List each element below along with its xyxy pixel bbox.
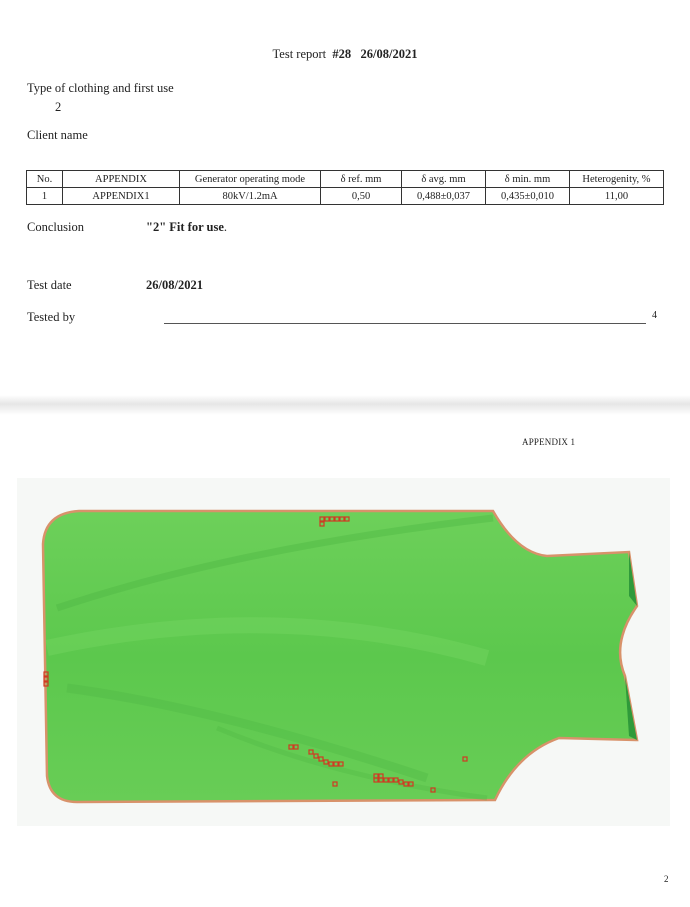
table-cell: 1 [27,188,63,205]
table-cell: 0,488±0,037 [402,188,486,205]
conclusion-value: "2" Fit for use. [146,220,228,234]
table-header-cell: δ min. mm [486,171,570,188]
table-header-cell: Generator operating mode [180,171,321,188]
table-cell: 0,435±0,010 [486,188,570,205]
garment-scan [17,478,670,826]
table-header-cell: No. [27,171,63,188]
report-page [0,0,690,400]
table-cell: 11,00 [570,188,664,205]
table-header-cell: APPENDIX [63,171,180,188]
report-title: Test report #28 26/08/2021 [272,47,418,61]
report-date: 26/08/2021 [360,47,418,61]
table-header-row [27,171,664,188]
table-row [27,188,664,205]
xray-garment-figure [17,478,670,826]
table-header-cell: Heterogenity, % [570,171,664,188]
client-name-label: Client name [27,128,88,142]
table-cell: 80kV/1.2mA [180,188,321,205]
conclusion-label: Conclusion [27,220,84,234]
table-header-cell: δ ref. mm [321,171,402,188]
test-date-value: 26/08/2021 [146,278,203,292]
page-number: 2 [664,874,669,884]
tested-by-suffix: 4 [652,310,657,321]
appendix-label: APPENDIX 1 [522,437,576,447]
tested-by-label: Tested by [27,310,76,324]
results-table [26,170,664,205]
clothing-type-value: 2 [55,100,62,114]
table-cell: APPENDIX1 [63,188,180,205]
table-header-cell: δ avg. mm [402,171,486,188]
signature-line [164,323,646,324]
table-cell: 0,50 [321,188,402,205]
clothing-type-label: Type of clothing and first use [27,81,174,95]
test-date-label: Test date [27,278,72,292]
report-number: #28 [332,47,352,61]
page-break [0,395,690,415]
